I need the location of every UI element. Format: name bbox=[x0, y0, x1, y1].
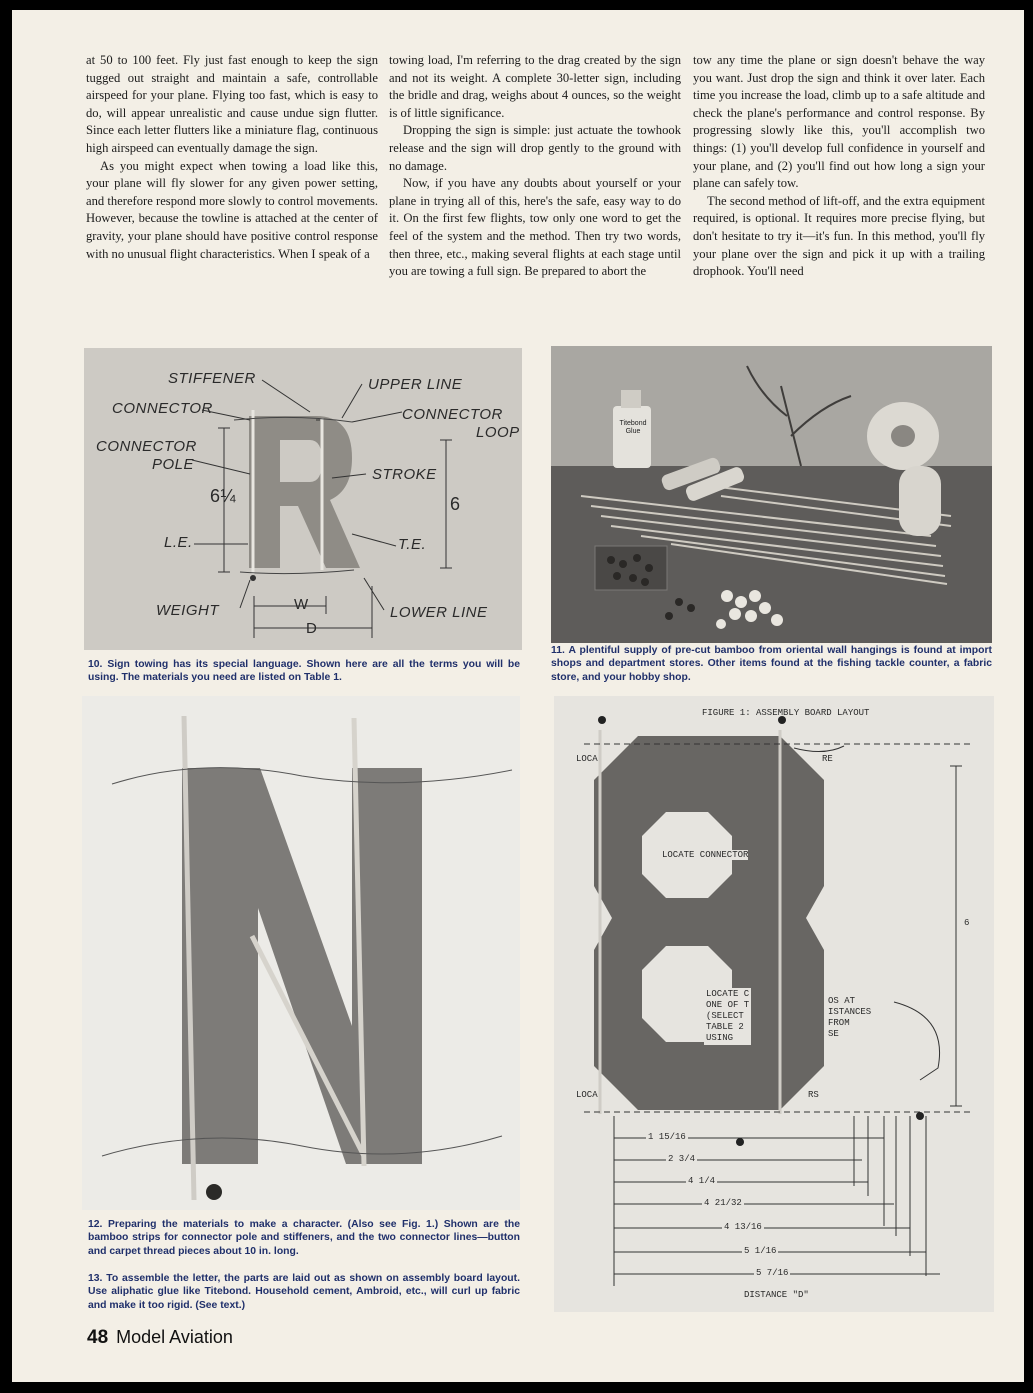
distance-value: 1 15/16 bbox=[648, 1132, 686, 1142]
note-locate-connector: LOCATE CONNECTOR bbox=[662, 850, 749, 860]
paragraph: at 50 to 100 feet. Fly just fast enough to keep the sign tugged out straight and maintain a safe, controllable airspeed for your plane. Flying too fast, which is easy to do, will appear unrealistic and cause undue sign flutter. Since each letter flutters like a miniature flag, continuous high airspeed can eventually damage the sign. bbox=[86, 53, 378, 155]
distance-value: 4 13/16 bbox=[724, 1222, 762, 1232]
assembly-drawing bbox=[554, 696, 994, 1312]
figure-13-assembly-layout bbox=[554, 696, 994, 1312]
figure-10-diagram bbox=[84, 348, 522, 650]
note-line: FROM bbox=[828, 1018, 850, 1028]
connector-thread bbox=[112, 768, 512, 784]
label-upper-line: UPPER LINE bbox=[368, 376, 463, 393]
note-line: (SELECT bbox=[706, 1011, 744, 1021]
caption-figure-10 bbox=[88, 658, 520, 685]
note-line: USING bbox=[706, 1033, 734, 1043]
note-locate: RE bbox=[822, 754, 833, 764]
label-stiffener: STIFFENER bbox=[168, 370, 256, 387]
glue-label bbox=[617, 420, 649, 436]
label-d: D bbox=[306, 620, 318, 637]
figure-11-photo bbox=[551, 346, 992, 643]
glue-label-type: Glue bbox=[625, 428, 641, 435]
height-label: 6 bbox=[964, 918, 970, 928]
glue-label-brand: Titebond bbox=[619, 420, 647, 427]
label-lower-line: LOWER LINE bbox=[390, 604, 488, 621]
label-height-right: 6 bbox=[450, 494, 461, 514]
paragraph: tow any time the plane or sign doesn't behave the way you want. Just drop the sign and think it over later. Each time you increase the load, climb up to a safe altitude and check the plane's performance and control response. By progressing slowly like this, you'll accomplish two things: (1) you'll develop full confidence in yourself and your plane, and (2) you'll find out how long a sign your plane can safely tow. bbox=[693, 53, 985, 191]
connector-thread bbox=[102, 1136, 502, 1156]
note-line: TABLE 2 bbox=[706, 1022, 744, 1032]
label-loop: LOOP bbox=[476, 424, 520, 441]
paragraph: Dropping the sign is simple: just actuate the towhook release and the sign will drop gently to the ground with no damage. bbox=[389, 123, 681, 173]
page-number: 48 bbox=[87, 1327, 109, 1348]
note-line: ISTANCES bbox=[828, 1007, 872, 1017]
label-w: W bbox=[294, 596, 309, 613]
label-le: L.E. bbox=[164, 534, 193, 551]
thread-spool-small bbox=[899, 466, 941, 536]
figure-12-photo bbox=[82, 696, 520, 1210]
note-locate: LOCA bbox=[576, 1090, 598, 1100]
caption-text: 13. To assemble the letter, the parts are laid out as shown on assembly board layout. Use aliphatic glue like Titebond. Household cement, Ambroid, etc., will curl up fabric and make it too rigid. (See text.) bbox=[88, 1273, 520, 1311]
magazine-page bbox=[12, 10, 1024, 1382]
label-height-left: 6¼ bbox=[210, 486, 237, 506]
paragraph: As you might expect when towing a load like this, your plane will fly slower for any given power setting, and therefore respond more slowly to control movements. However, because the towline is attached at the center of gravity, your plane should have positive control response with no unusual flight characteristics. When I speak of a bbox=[86, 158, 378, 261]
caption-figure-13 bbox=[88, 1272, 520, 1312]
note-block-right bbox=[828, 996, 871, 1040]
paragraph: Now, if you have any doubts about yourself or your plane in trying all of this, here's the safe, easy way to do it. On the first few flights, tow only one word to get the feel of the system and the method. Then try two words, then three, etc., making several flights at each stage until you are towing a full sign. Be prepared to abort the bbox=[389, 176, 681, 279]
layout-title: FIGURE 1: ASSEMBLY BOARD LAYOUT bbox=[702, 708, 870, 718]
letter-r-fabric bbox=[249, 416, 360, 568]
label-connector-right: CONNECTOR bbox=[402, 406, 503, 423]
materials-illustration bbox=[551, 346, 992, 643]
distance-value: 5 1/16 bbox=[744, 1246, 777, 1256]
distance-value: 2 3/4 bbox=[668, 1154, 696, 1164]
label-weight: WEIGHT bbox=[156, 602, 219, 619]
paragraph: The second method of lift-off, and the extra equipment required, is optional. It requires more precise flying, but don't hesitate to try it—it's fun. In this method, you'll fly your plane over the sign and pick it up with a trailing drophook. You'll need bbox=[693, 193, 985, 279]
caption-figure-12 bbox=[88, 1218, 520, 1258]
note-line: LOCATE C bbox=[706, 989, 750, 999]
note-locate: RS bbox=[808, 1090, 819, 1100]
distance-d-label: DISTANCE "D" bbox=[744, 1290, 809, 1300]
weight-marker bbox=[250, 575, 256, 581]
letter-n-fabric bbox=[182, 768, 422, 1164]
caption-text: 11. A plentiful supply of pre-cut bamboo from oriental wall hangings is found at import shops and department stores. Other items found at the fishing tackle counter, a fabric store, and your hobby shop. bbox=[551, 645, 992, 683]
distance-value: 4 1/4 bbox=[688, 1176, 716, 1186]
publication-name: Model Aviation bbox=[116, 1327, 233, 1347]
label-connector-pole: POLE bbox=[152, 456, 195, 473]
letter-n-illustration bbox=[82, 696, 520, 1210]
distance-value: 4 21/32 bbox=[704, 1198, 742, 1208]
label-stroke: STROKE bbox=[372, 466, 437, 483]
note-line: ONE OF T bbox=[706, 1000, 750, 1010]
label-te: T.E. bbox=[398, 536, 427, 553]
note-line: SE bbox=[828, 1029, 839, 1039]
caption-text: 12. Preparing the materials to make a character. (Also see Fig. 1.) Shown are the bamboo strips for connector pole and stiffeners, and the two connector lines—button and carpet thread pieces about 10 in. long. bbox=[88, 1219, 520, 1257]
caption-figure-11 bbox=[551, 644, 992, 684]
note-locate: LOCA bbox=[576, 754, 598, 764]
glue-bottle bbox=[613, 406, 651, 468]
caption-text: 10. Sign towing has its special language. Shown here are all the terms you will be using. The materials you need are listed on Table 1. bbox=[88, 659, 520, 684]
note-block bbox=[704, 988, 751, 1045]
paragraph: towing load, I'm referring to the drag created by the sign and not its weight. A complete 30-letter sign, including the bridle and drag, weighs about 4 ounces, so the weight is of little significance. bbox=[389, 53, 681, 120]
distance-value: 5 7/16 bbox=[756, 1268, 789, 1278]
note-line: OS AT bbox=[828, 996, 856, 1006]
button-weight bbox=[206, 1184, 222, 1200]
article-column-3 bbox=[693, 52, 985, 281]
lower-line bbox=[240, 570, 354, 574]
number-8-fabric bbox=[594, 736, 824, 1110]
label-connector: CONNECTOR bbox=[112, 400, 213, 417]
weights-box bbox=[595, 546, 667, 590]
article-column-1 bbox=[86, 52, 378, 263]
page-footer bbox=[87, 1327, 233, 1349]
article-column-2 bbox=[389, 52, 681, 281]
label-connector-pole: CONNECTOR bbox=[96, 438, 197, 455]
